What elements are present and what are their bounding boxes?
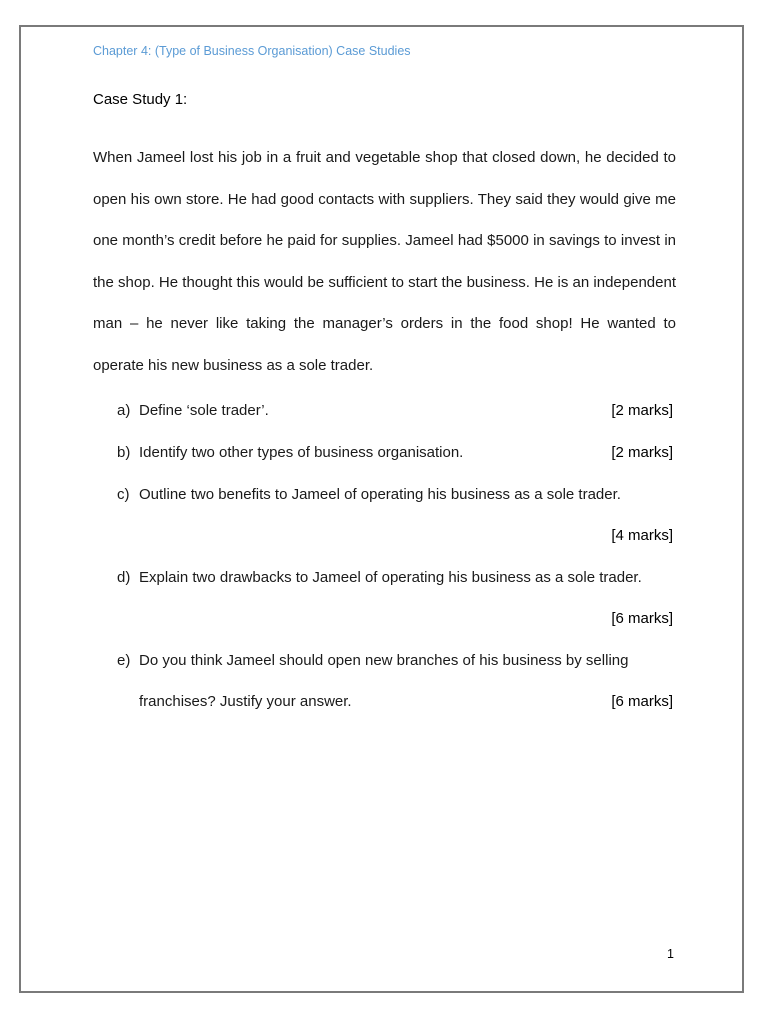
question-marks: [4 marks] bbox=[611, 527, 673, 544]
question-letter: a) bbox=[117, 402, 131, 419]
question-d bbox=[93, 566, 673, 590]
question-d-marks-line bbox=[93, 607, 673, 631]
question-text: Outline two benefits to Jameel of operating his business as a sole trader. bbox=[139, 486, 621, 503]
page-number: 1 bbox=[667, 947, 674, 961]
question-letter: d) bbox=[117, 569, 131, 586]
case-study-paragraph: When Jameel lost his job in a fruit and vegetable shop that closed down, he decided to open his own store. He had good contacts with suppliers. They said they would give me one month’s credit before he paid for supplies. Jameel had $5000 in savings to invest in the shop. He thought this would be sufficient to start the business. He is an independent man – he never like taking the manager’s orders in the food shop! He wanted to operate his new business as a sole trader. bbox=[93, 149, 676, 374]
question-marks: [6 marks] bbox=[611, 610, 673, 627]
question-text-continued: franchises? Justify your answer. bbox=[139, 693, 352, 710]
document-page bbox=[19, 25, 744, 993]
question-marks: [2 marks] bbox=[611, 444, 673, 461]
question-b bbox=[93, 441, 673, 465]
question-c bbox=[93, 483, 673, 507]
question-text: Define ‘sole trader’. bbox=[139, 402, 269, 419]
page-header: Chapter 4: (Type of Business Organisation) Case Studies bbox=[93, 44, 411, 58]
question-text: Do you think Jameel should open new branches of his business by selling bbox=[139, 652, 629, 669]
question-text: Identify two other types of business organisation. bbox=[139, 444, 464, 461]
question-a bbox=[93, 399, 673, 423]
question-letter: c) bbox=[117, 486, 130, 503]
case-study-title: Case Study 1: bbox=[93, 91, 188, 108]
question-letter: b) bbox=[117, 444, 131, 461]
question-text: Explain two drawbacks to Jameel of operating his business as a sole trader. bbox=[139, 569, 642, 586]
question-c-marks-line bbox=[93, 524, 673, 548]
question-marks: [2 marks] bbox=[611, 402, 673, 419]
question-marks: [6 marks] bbox=[611, 693, 673, 710]
question-e bbox=[93, 649, 673, 673]
question-e-continued bbox=[93, 690, 673, 714]
question-letter: e) bbox=[117, 652, 131, 669]
